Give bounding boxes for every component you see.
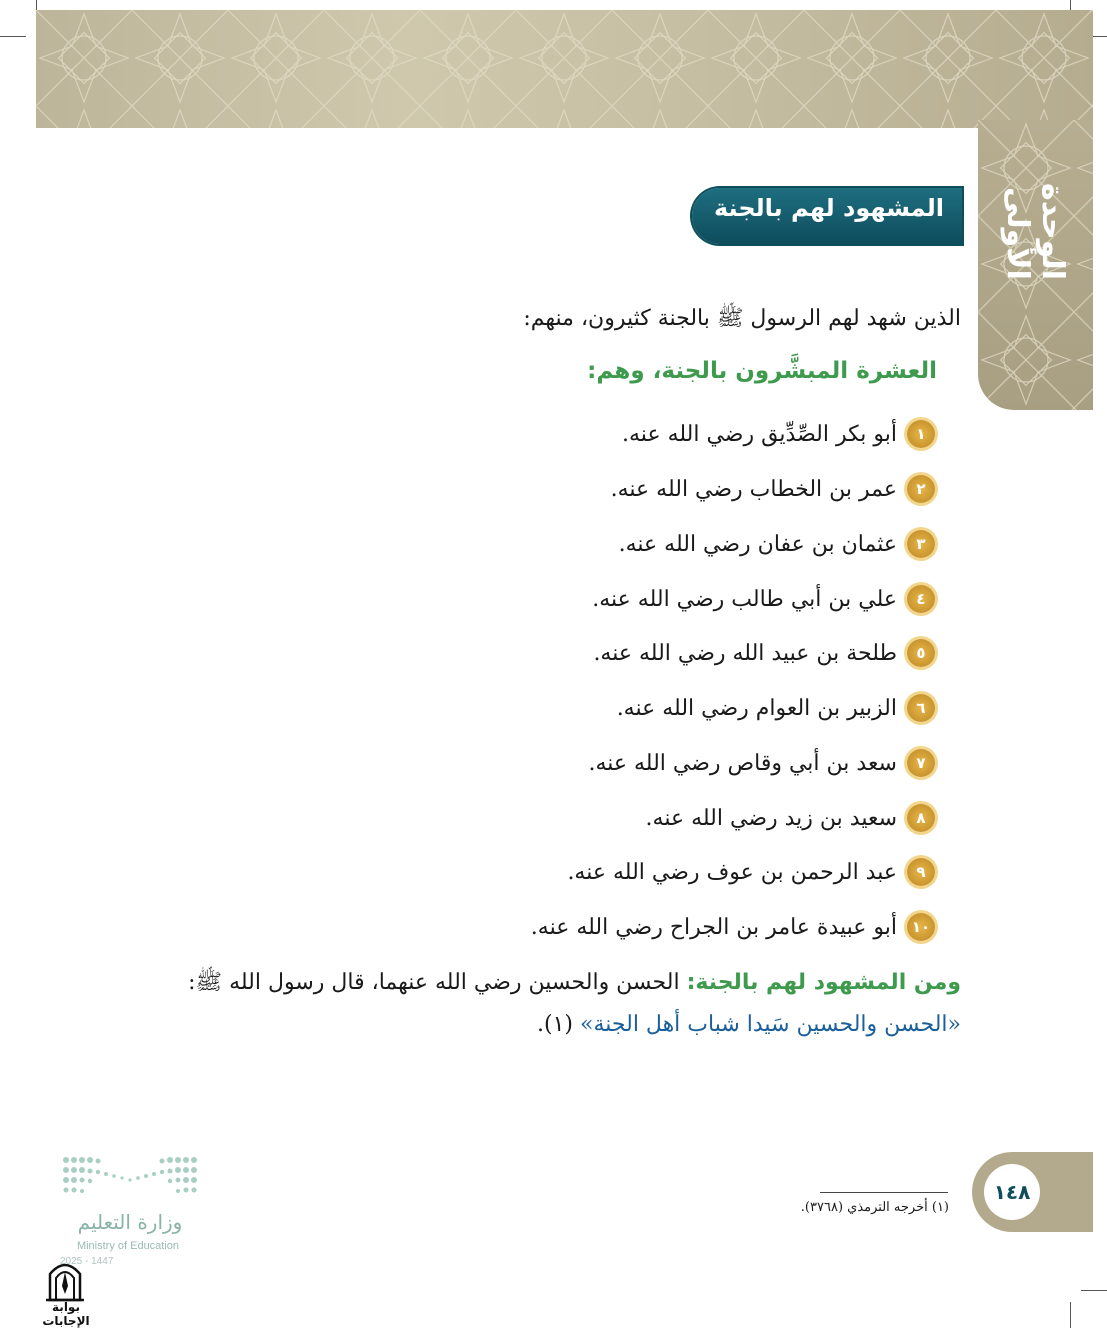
list-item-text: أبو بكر الصِّدِّيق رضي الله عنه. — [622, 421, 897, 447]
number-badge: ٢ — [907, 475, 935, 503]
list-item — [593, 633, 935, 673]
site-name: بوابة الإجابات — [42, 1300, 90, 1328]
unit-label: الوحدة الأولى — [1000, 182, 1070, 280]
number-badge: ٧ — [907, 749, 935, 777]
footnote-ref: (١). — [537, 1012, 574, 1037]
footnote-divider — [820, 1192, 948, 1193]
number-badge: ٩ — [907, 858, 935, 886]
site-logo-icon — [40, 1254, 90, 1304]
hadith-quote: «الحسن والحسين سَيدا شباب أهل الجنة» — [580, 1012, 961, 1037]
list-item — [588, 743, 935, 783]
ministry-logo-icon — [62, 1154, 198, 1198]
list-item-text: الزبير بن العوام رضي الله عنه. — [616, 695, 897, 721]
crop-mark — [0, 36, 26, 37]
header-banner — [36, 10, 1093, 128]
list-item — [567, 852, 935, 892]
crop-mark — [1070, 1302, 1071, 1328]
list-item — [622, 414, 935, 454]
subheading: العشرة المبشَّرون بالجنة، وهم: — [587, 358, 937, 384]
list-item — [619, 524, 935, 564]
number-badge: ٤ — [907, 585, 935, 613]
list-item-text: عثمان بن عفان رضي الله عنه. — [618, 531, 897, 557]
list-item-text: سعيد بن زيد رضي الله عنه. — [645, 805, 897, 831]
number-badge: ٣ — [907, 530, 935, 558]
list-item — [646, 798, 935, 838]
closing-text: الحسن والحسين رضي الله عنهما، قال رسول الله ﷺ: — [188, 970, 680, 995]
list-item-text: علي بن أبي طالب رضي الله عنه. — [592, 586, 897, 612]
ministry-name-en: Ministry of Education — [76, 1240, 180, 1252]
ministry-year: 2025 - 1447 — [60, 1256, 114, 1267]
geometric-pattern — [36, 10, 1093, 128]
number-badge: ٨ — [907, 804, 935, 832]
list-item — [617, 688, 935, 728]
list-item-text: أبو عبيدة عامر بن الجراح رضي الله عنه. — [530, 914, 897, 940]
list-item-text: عبد الرحمن بن عوف رضي الله عنه. — [567, 859, 897, 885]
list-item — [592, 579, 935, 619]
list-item-text: طلحة بن عبيد الله رضي الله عنه. — [593, 640, 897, 666]
section-title: المشهود لهم بالجنة — [713, 194, 944, 222]
ministry-name-ar: وزارة التعليم — [77, 1210, 183, 1234]
closing-paragraph — [161, 962, 961, 1046]
crop-mark — [1081, 1290, 1107, 1291]
list-item — [611, 469, 935, 509]
list-item-text: سعد بن أبي وقاص رضي الله عنه. — [588, 750, 897, 776]
page-number: ١٤٨ — [984, 1164, 1040, 1220]
number-badge: ١ — [907, 420, 935, 448]
closing-label: ومن المشهود لهم بالجنة: — [686, 970, 961, 995]
number-badge: ١٠ — [907, 913, 935, 941]
section-title-box — [686, 182, 962, 250]
number-badge: ٥ — [907, 639, 935, 667]
intro-paragraph: الذين شهد لهم الرسول ﷺ بالجنة كثيرون، منهم: — [523, 306, 961, 331]
footnote: (١) أخرجه الترمذي (٣٧٦٨). — [800, 1200, 949, 1215]
list-item — [531, 907, 935, 947]
number-badge: ٦ — [907, 694, 935, 722]
list-item-text: عمر بن الخطاب رضي الله عنه. — [610, 476, 897, 502]
